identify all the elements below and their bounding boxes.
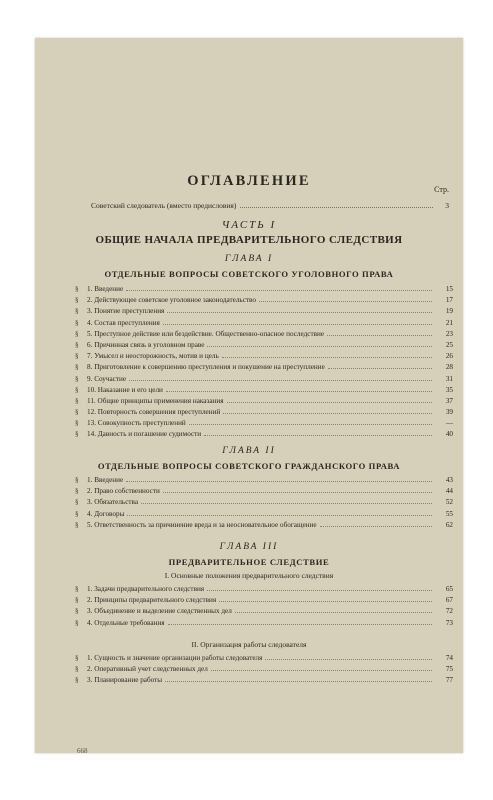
toc-entry-page: 62 xyxy=(445,520,453,529)
toc-entry-title: 1. Введение xyxy=(87,285,124,293)
toc-entry-page: 40 xyxy=(445,430,453,439)
toc-entry-title: 3. Обязательства xyxy=(87,498,139,507)
toc-entry-page: 44 xyxy=(445,487,453,496)
section-sign: § xyxy=(75,385,79,394)
toc-entry-title: 4. Договоры xyxy=(87,509,125,518)
toc-entry-title: 4. Отдельные требования xyxy=(87,618,165,627)
toc-entry-title: 3. Объединение и выделение следственных дел xyxy=(87,607,232,616)
toc-entry-page: 74 xyxy=(445,654,453,662)
toc-entry-page: 55 xyxy=(445,509,453,518)
chapter2-list xyxy=(75,475,453,531)
toc-entry-title: 1. Сущность и значение организации работы следователя xyxy=(87,654,263,662)
dot-leader xyxy=(127,515,432,516)
toc-entry-page: 39 xyxy=(445,408,453,417)
section-sign: § xyxy=(75,318,79,327)
dot-leader xyxy=(129,380,432,381)
section-sign: § xyxy=(75,520,79,529)
section-sign: § xyxy=(75,296,79,305)
toc-entry-title: 2. Оперативный учет следственных дел xyxy=(87,665,208,674)
toc-entry xyxy=(75,664,453,675)
section-sign: § xyxy=(75,487,79,496)
toc-entry-page: 21 xyxy=(445,318,453,327)
toc-entry-page: 23 xyxy=(445,329,453,338)
toc-entry-title: 12. Повторность совершения преступлений xyxy=(87,408,221,417)
section-sign: § xyxy=(75,340,79,349)
toc-entry xyxy=(75,407,453,418)
toc-entry xyxy=(75,396,453,407)
toc-entry xyxy=(75,318,453,329)
toc-entry xyxy=(75,295,453,306)
dot-leader xyxy=(219,601,432,602)
dot-leader xyxy=(259,301,432,302)
intro-entry xyxy=(91,201,449,210)
dot-leader xyxy=(265,659,432,660)
toc-entry-title: 6. Причинная связь в уголовном праве xyxy=(87,340,205,349)
dot-leader xyxy=(141,503,432,504)
toc-entry xyxy=(75,595,453,606)
toc-entry xyxy=(75,429,453,440)
toc-entry-title: 14. Давность и погашение судимости xyxy=(87,430,202,439)
chapter3-subsection2-list xyxy=(75,653,453,687)
chapter2-title: ОТДЕЛЬНЫЕ ВОПРОСЫ СОВЕТСКОГО ГРАЖДАНСКОГО ПРАВА xyxy=(97,461,401,471)
toc-entry-title: 1. Задачи предварительного следствия xyxy=(87,585,205,593)
dot-leader xyxy=(165,681,432,682)
toc-entry-title: 7. Умысел и неосторожность, мотив и цель xyxy=(87,352,219,361)
section-sign: § xyxy=(75,509,79,518)
toc-entry xyxy=(75,385,453,396)
dot-leader xyxy=(204,435,432,436)
book-page xyxy=(35,38,463,753)
toc-entry-page: 37 xyxy=(445,396,453,405)
toc-entry-page: 28 xyxy=(445,363,453,372)
section-sign: § xyxy=(75,607,79,616)
chapter2-label: ГЛАВА II xyxy=(222,446,276,456)
toc-entry-title: 2. Право собственности xyxy=(87,487,160,496)
section-sign: § xyxy=(75,676,79,685)
toc-entry xyxy=(75,675,453,686)
dot-leader xyxy=(320,526,432,527)
chapter3-subsection1-title: I. Основные положения предварительного следствия xyxy=(164,571,334,580)
toc-entry xyxy=(75,284,453,295)
toc-entry-page: 26 xyxy=(445,352,453,361)
toc-entry-page: — xyxy=(445,419,453,428)
dot-leader xyxy=(211,670,432,671)
toc-entry-page: 75 xyxy=(445,665,453,674)
dot-leader xyxy=(168,624,432,625)
toc-entry-title: 2. Действующее советское уголовное законодательство xyxy=(87,296,256,305)
section-sign: § xyxy=(75,285,79,293)
toc-entry xyxy=(75,606,453,617)
dot-leader xyxy=(167,312,432,313)
toc-entry xyxy=(75,618,453,629)
intro-title: Советский следователь (вместо предисловия) xyxy=(91,201,237,210)
toc-entry-title: 10. Наказание и его цели xyxy=(87,385,163,394)
toc-entry-page: 19 xyxy=(445,307,453,316)
toc-entry xyxy=(75,475,453,486)
dot-leader xyxy=(163,324,432,325)
dot-leader xyxy=(126,481,432,482)
toc-entry-title: 5. Преступное действие или бездействие. Общественно-опасное последствие xyxy=(87,329,325,338)
toc-entry xyxy=(75,486,453,497)
toc-entry-page: 65 xyxy=(445,585,453,593)
toc-entry-page: 31 xyxy=(445,374,453,383)
dot-leader xyxy=(327,335,432,336)
section-sign: § xyxy=(75,363,79,372)
toc-entry xyxy=(75,418,453,429)
chapter1-list xyxy=(75,284,453,441)
toc-entry xyxy=(75,374,453,385)
toc-entry-title: 3. Планирование работы xyxy=(87,676,163,685)
toc-entry-page: 35 xyxy=(445,385,453,394)
toc-entry-page: 72 xyxy=(445,607,453,616)
dot-leader xyxy=(235,612,432,613)
part-title: ОБЩИЕ НАЧАЛА ПРЕДВАРИТЕЛЬНОГО СЛЕДСТВИЯ xyxy=(95,234,403,246)
section-sign: § xyxy=(75,665,79,674)
chapter1-title: ОТДЕЛЬНЫЕ ВОПРОСЫ СОВЕТСКОГО УГОЛОВНОГО ПРАВА xyxy=(104,269,394,279)
toc-entry xyxy=(75,340,453,351)
dot-leader xyxy=(223,413,432,414)
toc-entry xyxy=(75,520,453,531)
section-sign: § xyxy=(75,618,79,627)
toc-entry-page: 15 xyxy=(445,285,453,293)
intro-page: 3 xyxy=(445,201,449,210)
toc-entry-title: 11. Общие принципы применения наказания xyxy=(87,396,224,405)
dot-leader xyxy=(328,368,432,369)
dot-leader xyxy=(207,346,432,347)
section-sign: § xyxy=(75,307,79,316)
toc-entry-page: 73 xyxy=(445,618,453,627)
dot-leader xyxy=(240,207,433,208)
toc-entry-page: 67 xyxy=(445,596,453,605)
toc-entry xyxy=(75,362,453,373)
section-sign: § xyxy=(75,654,79,662)
dot-leader xyxy=(163,492,432,493)
chapter1-label: ГЛАВА I xyxy=(224,254,274,264)
chapter3-subsection1-list xyxy=(75,584,453,629)
section-sign: § xyxy=(75,329,79,338)
toc-entry xyxy=(75,497,453,508)
toc-entry-page: 43 xyxy=(445,476,453,484)
toc-entry-page: 77 xyxy=(445,676,453,685)
toc-entry xyxy=(75,653,453,664)
dot-leader xyxy=(207,590,432,591)
section-sign: § xyxy=(75,498,79,507)
toc-entry xyxy=(75,584,453,595)
toc-entry-title: 2. Принципы предварительного следствия xyxy=(87,596,217,605)
toc-entry xyxy=(75,329,453,340)
toc-entry-title: 13. Совокупность преступлений xyxy=(87,419,186,428)
printer-mark: 668 xyxy=(77,747,88,753)
dot-leader xyxy=(222,357,432,358)
dot-leader xyxy=(126,290,432,291)
toc-entry-title: 8. Приготовление к совершению преступления и покушение на преступление xyxy=(87,363,325,372)
dot-leader xyxy=(227,402,432,403)
chapter3-title: ПРЕДВАРИТЕЛЬНОЕ СЛЕДСТВИЕ xyxy=(168,557,330,567)
toc-entry-page: 52 xyxy=(445,498,453,507)
page-title: ОГЛАВЛЕНИЕ xyxy=(187,173,311,189)
chapter3-subsection2-title: II. Организация работы следователя xyxy=(191,640,307,649)
section-sign: § xyxy=(75,596,79,605)
page-column-label: Стр. xyxy=(434,185,449,194)
chapter3-label: ГЛАВА III xyxy=(219,542,279,552)
toc-entry-title: 3. Понятие преступления xyxy=(87,307,165,316)
toc-entry xyxy=(75,509,453,520)
dot-leader xyxy=(166,391,432,392)
toc-entry xyxy=(75,351,453,362)
toc-entry-title: 4. Состав преступления xyxy=(87,318,160,327)
section-sign: § xyxy=(75,430,79,439)
toc-entry-title: 9. Соучастие xyxy=(87,374,127,383)
section-sign: § xyxy=(75,408,79,417)
section-sign: § xyxy=(75,476,79,484)
dot-leader xyxy=(189,424,432,425)
toc-entry-page: 25 xyxy=(445,340,453,349)
toc-entry-title: 1. Введение xyxy=(87,476,124,484)
section-sign: § xyxy=(75,352,79,361)
toc-entry-page: 17 xyxy=(445,296,453,305)
section-sign: § xyxy=(75,585,79,593)
section-sign: § xyxy=(75,374,79,383)
section-sign: § xyxy=(75,419,79,428)
toc-entry-title: 5. Ответственность за причинение вреда и за неосновательное обогащение xyxy=(87,520,317,529)
part-label: ЧАСТЬ I xyxy=(221,219,277,231)
toc-entry xyxy=(75,306,453,317)
section-sign: § xyxy=(75,396,79,405)
